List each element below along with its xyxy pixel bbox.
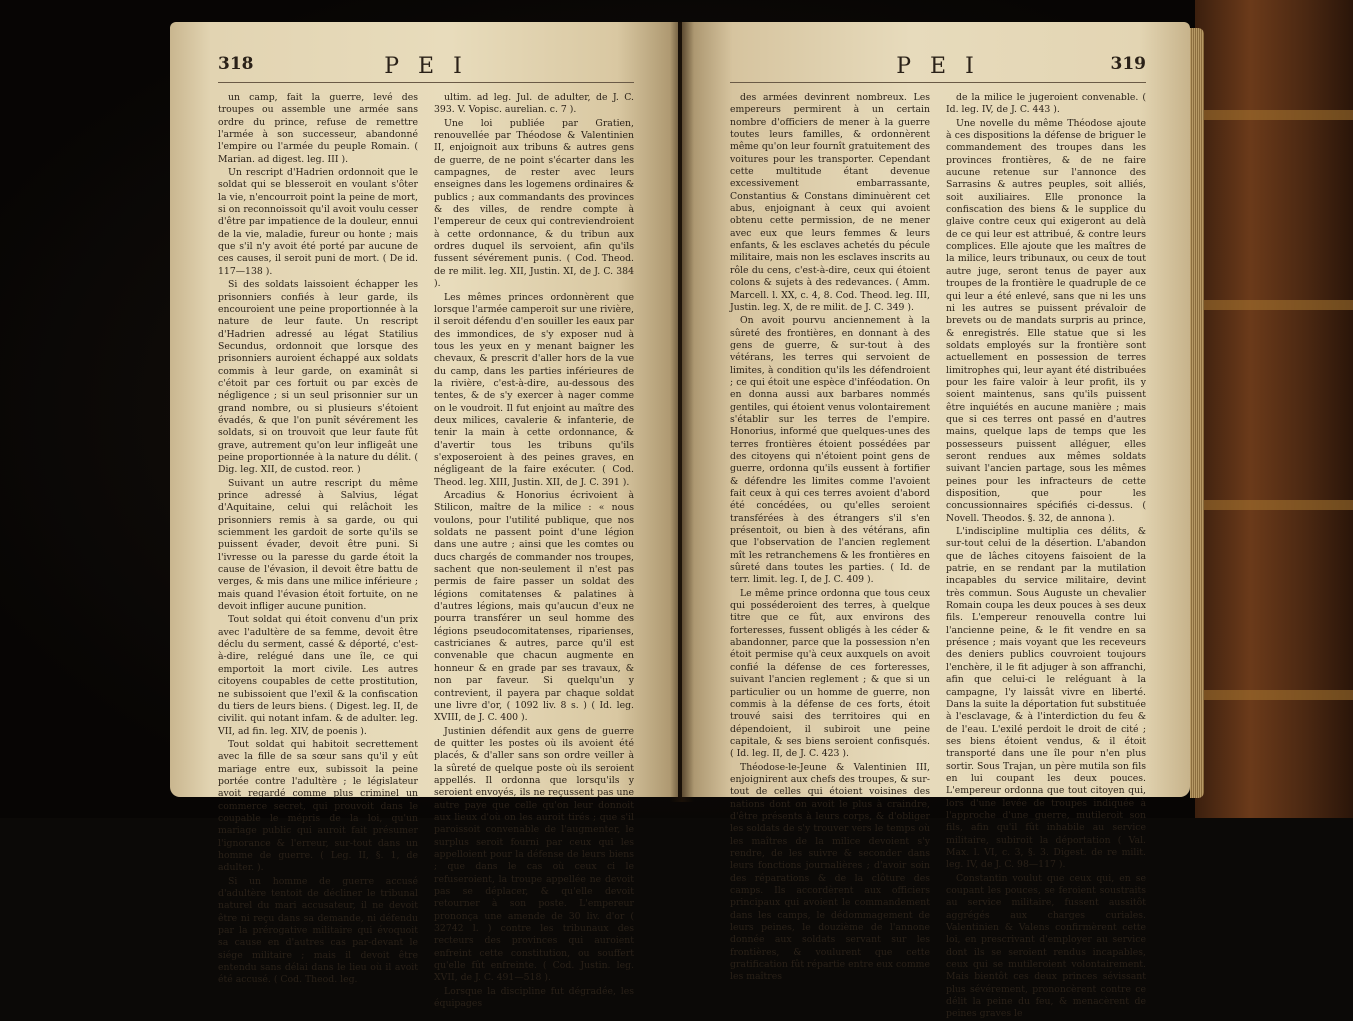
right-column-1 — [730, 92, 930, 983]
paragraph: Lorsque la discipline fut dégradée, les équipages — [434, 985, 634, 1010]
left-column-2 — [434, 92, 634, 1010]
paragraph: Suivant un autre rescript du même prince adressé à Salvius, légat d'Aquitaine, celui qui relâchoit les prisonniers remis à sa garde, ou qui sciemment les gardoit de sorte qu'ils se puissent évader, devoit être puni. Si l'ivresse ou la paresse du garde étoit la cause de l'évasion, il devoit être battu de verges, & mis dans une milice inférieure ; mais quand l'évasion étoit fortuite, on ne devoit infliger aucune punition. — [218, 477, 418, 613]
paragraph: ultim. ad leg. Jul. de adulter, de J. C. 393. V. Vopisc. aurelian. c. 7 ). — [434, 92, 634, 116]
right-page — [682, 22, 1190, 1020]
right-column-2 — [946, 92, 1146, 1020]
paragraph: Une novelle du même Théodose ajoute à ces dispositions la défense de briguer le commandement des troupes dans les provinces frontières, & de ne faire aucune retenue sur l'annonce des Sarrasins & autres peuples, soit alliés, soit auxiliaires. Elle prononce la confiscation des biens & le supplice du glaive contre ceux qui exigeront au delà de ce qui leur est attribué, & contre leurs complices. Elle ajoute que les maîtres de la milice, leurs tribunaux, ou ceux de tout autre juge, seront tenus de payer aux troupes de la frontière le quadruple de ce qui leur a été enlevé, sans que ni les uns ni les autres se puissent prévaloir de brevets ou de mandats surpris au prince, & enregistrés. Elle statue que si les soldats employés sur la frontière sont actuellement en possession de terres limitrophes qui, leur ayant été distribuées pour les faire valoir à leur profit, ils y soient maintenus, sans qu'ils puissent être inquiétés en aucune manière ; mais que si ces terres ont passé en d'autres mains, quelque laps de temps que les possesseurs puissent alléguer, elles seront rendues aux mêmes soldats suivant l'ancien partage, sous les mêmes peines pour les infracteurs de cette disposition, que pour les concussionnaires spécifiés ci-dessus. ( Novell. Theodos. §. 32, de annona ). — [946, 117, 1146, 524]
header-rule — [218, 82, 634, 83]
paragraph: L'indiscipline multiplia ces délits, & sur-tout celui de la désertion. L'abandon que de lâches citoyens faisoient de la patrie, en se rendant par la mutilation incapables du service militaire, devint très commun. Sous Auguste un chevalier Romain coupa les deux pouces à ses deux fils. L'empereur renouvella contre lui l'ancienne peine, & le fit vendre en sa présence ; mais voyant que les receveurs des deniers publics couvroient toujours l'enchère, il le fit adjuger à son affranchi, afin que celui-ci le reléguant à la campagne, l'y laissât vivre en liberté. Dans la suite la déportation fut substituée à l'esclavage, & à l'interdiction du feu & de l'eau. L'exilé perdoit le droit de cité ; ses biens étoient vendus, & il étoit transporté dans une île pour n'en plus sortir. Sous Trajan, un père mutila son fils en lui coupant les deux pouces. L'empereur ordonna que tout citoyen qui, lors d'une levée de troupes indiquée à l'approche d'une guerre, mutileroit son fils, afin qu'il fût inhabile au service militaire, subiroit la déportation ( Val. Max. l. VI, c. 3, §. 3. Digest. de re milit. leg. IV, de J. C. 98—117 ). — [946, 526, 1146, 871]
right-running-head: P E I — [896, 54, 980, 79]
paragraph: un camp, fait la guerre, levé des troupes ou assemble une armée sans ordre du prince, refuse de remettre l'armée à son successeur, abandonné l'empire ou l'armée du peuple Romain. ( Marian. ad digest. leg. III ). — [218, 92, 418, 165]
book-spine — [1195, 0, 1353, 818]
left-running-head: P E I — [384, 54, 468, 79]
paragraph: Si un homme de guerre accusé d'adultère tentoit de décliner le tribunal naturel du mari accusateur, il ne devoit être ni reçu dans sa demande, ni défendu par la prérogative militaire qui évoquoit sa cause en d'autres cas par-devant le siége militaire ; mais il devoit être entendu sans délai dans le lieu où il avoit été accusé. ( Cod. Theod. leg. — [218, 875, 418, 986]
page-edges — [1190, 28, 1204, 798]
paragraph: Arcadius & Honorius écrivoient à Stilicon, maître de la milice : « nous voulons, pour l'utilité publique, que nos soldats ne passent point d'une légion dans une autre ; ainsi que les comtes ou ducs chargés de commander nos troupes, sachent que non-seulement il n'est pas permis de faire passer un soldat des légions comitatenses & palatines à d'autres légions, mais qu'aucun d'eux ne pourra transférer un seul homme des légions pseudocomitatenses, riparienses, castricianes & autres, parce qu'il est convenable que chacun augmente en honneur & en grade par ses travaux, & non par faveur. Si quelqu'un y contrevient, il payera par chaque soldat une livre d'or, ( 1092 liv. 8 s. ) ( Id. leg. XVIII, de J. C. 400 ). — [434, 490, 634, 724]
right-page-header — [730, 54, 1146, 88]
open-book — [170, 22, 1200, 1020]
paragraph: Constantin voulut que ceux qui, en se coupant les pouces, se feroient soustraits au service militaire, fussent aussitôt aggrégés aux charges curiales. Valentinien & Valens confirmèrent cette loi, en prescrivant d'employer au service dont ils se seroient rendus incapables, ceux qui se mutileroient volontairement. Mais bientôt ces deux princes sévissant plus sévérement, prononcèrent contre ce délit la peine du feu, & menacèrent de peines graves le — [946, 872, 1146, 1020]
book-gutter — [670, 22, 694, 802]
paragraph: Si des soldats laissoient échapper les prisonniers confiés à leur garde, ils encouroient une peine proportionnée à la nature de leur faute. Un rescript d'Hadrien adressé au légat Statilius Secundus, ordonnoit que lorsque des prisonniers auroient échappé aux soldats commis à leur garde, on examinât si c'étoit par ces fortuit ou par excès de négligence ; si un seul prisonnier sur un grand nombre, ou si plusieurs s'étoient évadés, & que l'on punît sévérement les soldats, si on trouvoit que leur faute fût grave, autrement qu'on leur infligeât une peine proportionnée à la nature du délit. ( Dig. leg. XII, de custod. reor. ) — [218, 279, 418, 476]
paragraph: Théodose-le-Jeune & Valentinien III, enjoignirent aux chefs des troupes, & sur-tout de celles qui étoient voisines des nations dont on avoit le plus à craindre, d'être présents à leurs corps, & d'obliger les soldats de s'y trouver vers le temps où les maîtres de la milice devoient s'y rendre, de les suivre & seconder dans leurs fonctions journalières ; d'avoir soin des réparations & de la clôture des camps. Ils accordèrent aux officiers principaux qui avoient le commandement dans les camps, le dédommagement de leurs peines, le douzième de l'annone donnée aux soldats servant sur les frontières, & voulurent que cette gratification fût répartie entre eux comme les maîtres — [730, 761, 930, 983]
left-page-columns — [218, 92, 634, 1010]
paragraph: Tout soldat qui étoit convenu d'un prix avec l'adultère de sa femme, devoit être déclu du serment, cassé & déporté, c'est-à-dire, relégué dans une île, ce qui emportoit la mort civile. Les autres citoyens coupables de cette prostitution, ne subissoient que l'exil & la confiscation du tiers de leurs biens. ( Digest. leg. II, de civilit. qui notant infam. & de adulter. leg. VII, ad fin. leg. XIV, de poenis ). — [218, 614, 418, 737]
paragraph: Les mêmes princes ordonnèrent que lorsque l'armée camperoit sur une rivière, il seroit défendu d'en souiller les eaux par des immondices, de s'y exposer nud à tous les yeux en y menant baigner les chevaux, & prescrit d'aller hors de la vue du camp, dans les parties inférieures de la rivière, c'est-à-dire, au-dessous des tentes, & de s'y exercer à nager comme on le voudroit. Il fut enjoint au maître des deux milices, cavalerie & infanterie, de tenir la main à cette ordonnance, & d'avertir tous les tribuns qu'ils s'exposeroient à des peines graves, en négligeant de la faire exécuter. ( Cod. Theod. leg. XIII, Justin. XII, de J. C. 391 ). — [434, 291, 634, 488]
right-page-number: 319 — [1110, 54, 1146, 74]
paragraph: Justinien défendit aux gens de guerre de quitter les postes où ils avoient été placés, & d'aller sans son ordre veiller à la sûreté de quelque poste où ils seroient appellés. Il ordonna que lorsqu'ils y seroient envoyés, ils ne reçussent pas une autre paye que celle qu'on leur donnoit aux lieux d'où on les auroit tirés ; que s'il paroissoit convenable de l'augmenter, le surplus seroit fourni par ceux qui les appelloient pour la défense de leurs biens ; que dans le cas où ceux ci le refuseroient, la troupe appellée ne devoit pas se déplacer, & qu'elle devoit retourner à son poste. L'empereur prononça une amende de 30 liv. d'or ( 32742 l. ) contre les tribunaux des recteurs des provinces qui auroient enfreint cette constitution, ou souffert qu'elle fût enfreinte. ( Cod. Justin. leg. XVII, de J. C. 491—518 ). — [434, 725, 634, 984]
paragraph: Une loi publiée par Gratien, renouvellée par Théodose & Valentinien II, enjoignoit aux tribuns & autres gens de guerre, de ne point s'écarter dans les campagnes, de rester avec leurs enseignes dans les logemens ordinaires & publics ; aux commandants des provinces & des villes, de rendre compte à l'empereur de ceux qui contreviendroient à cette ordonnance, & du tribun aux ordres duquel ils servoient, afin qu'ils fussent sévérement punis. ( Cod. Theod. de re milit. leg. XII, Justin. XI, de J. C. 384 ). — [434, 117, 634, 290]
paragraph: Tout soldat qui habitoit secrettement avec la fille de sa sœur sans qu'il y eût mariage entre eux, subissoit la peine portée contre l'adultère ; le législateur avoit regardé comme plus criminel un commerce secret, qui prouvoit dans le coupable le mépris de la loi, qu'un mariage public qui auroit fait présumer l'ignorance & l'erreur, sur-tout dans un homme de guerre. ( Leg. II, §. 1, de adulter. ). — [218, 738, 418, 874]
paragraph: Le même prince ordonna que tous ceux qui posséderoient des terres, à quelque titre que ce fût, aux environs des forteresses, fussent obligés à les céder & abandonner, parce que la possession n'en étoit permise qu'à ceux auxquels on avoit confié la défense de ces forteresses, suivant l'ancien reglement ; & que si un particulier ou un homme de guerre, non commis à la défense de ces forts, étoit trouvé saisi des territoires qui en dépendoient, il subiroit une peine capitale, & ses biens seroient confisqués. ( Id. leg. II, de J. C. 423 ). — [730, 587, 930, 760]
paragraph: Un rescript d'Hadrien ordonnoit que le soldat qui se blesseroit en voulant s'ôter la vie, n'encourroit point la peine de mort, si on reconnoissoit qu'il avoit voulu cesser d'être par impatience de la douleur, ennui de la vie, maladie, fureur ou honte ; mais que s'il n'y avoit été porté par aucune de ces causes, il seroit puni de mort. ( De id. 117—138 ). — [218, 167, 418, 277]
right-page-columns — [730, 92, 1146, 1020]
paragraph: On avoit pourvu anciennement à la sûreté des frontières, en donnant à des gens de guerre, & sur-tout à des vétérans, les terres qui servoient de limites, à condition qu'ils les défendroient ; ce qui étoit une espèce d'inféodation. On en donna aussi aux barbares nommés gentiles, qui étoient venus volontairement s'établir sur les terres de l'empire. Honorius, informé que quelques-unes des terres frontières étoient possédées par des citoyens qui n'étoient point gens de guerre, ordonna qu'ils eussent à fortifier & défendre les limites comme l'avoient fait ceux à qui ces terres avoient d'abord été concédées, ou qu'elles seroient transférées à des étrangers s'il s'en présentoit, ou bien à des vétérans, afin que l'observation de l'ancien reglement mît les retranchemens & les frontières en sûreté dans toutes les parties. ( Id. de terr. limit. leg. I, de J. C. 409 ). — [730, 315, 930, 586]
paragraph: de la milice le jugeroient convenable. ( Id. leg. IV, de J. C. 443 ). — [946, 92, 1146, 116]
left-column-1 — [218, 92, 418, 986]
left-page-number: 318 — [218, 54, 254, 74]
left-page — [170, 22, 678, 1010]
header-rule — [730, 82, 1146, 83]
left-page-header — [218, 54, 634, 88]
paragraph: des armées devinrent nombreux. Les empereurs permirent à un certain nombre d'officiers de mener à la guerre toutes leurs familles, & ordonnèrent même qu'on leur fournît gratuitement des voitures pour les transporter. Cependant cette multitude étant devenue excessivement embarrassante, Constantius & Constans diminuèrent cet abus, enjoignant à ceux qui avoient obtenu cette permission, de ne mener avec eux que leurs femmes & leurs enfants, & les esclaves achetés du pécule militaire, mais non les esclaves inscrits au rôle du cens, c'est-à-dire, ceux qui étoient colons & sujets à des redevances. ( Amm. Marcell. l. XX, c. 4, 8. Cod. Theod. leg. III, Justin. leg. X, de re milit. de J. C. 349 ). — [730, 92, 930, 313]
